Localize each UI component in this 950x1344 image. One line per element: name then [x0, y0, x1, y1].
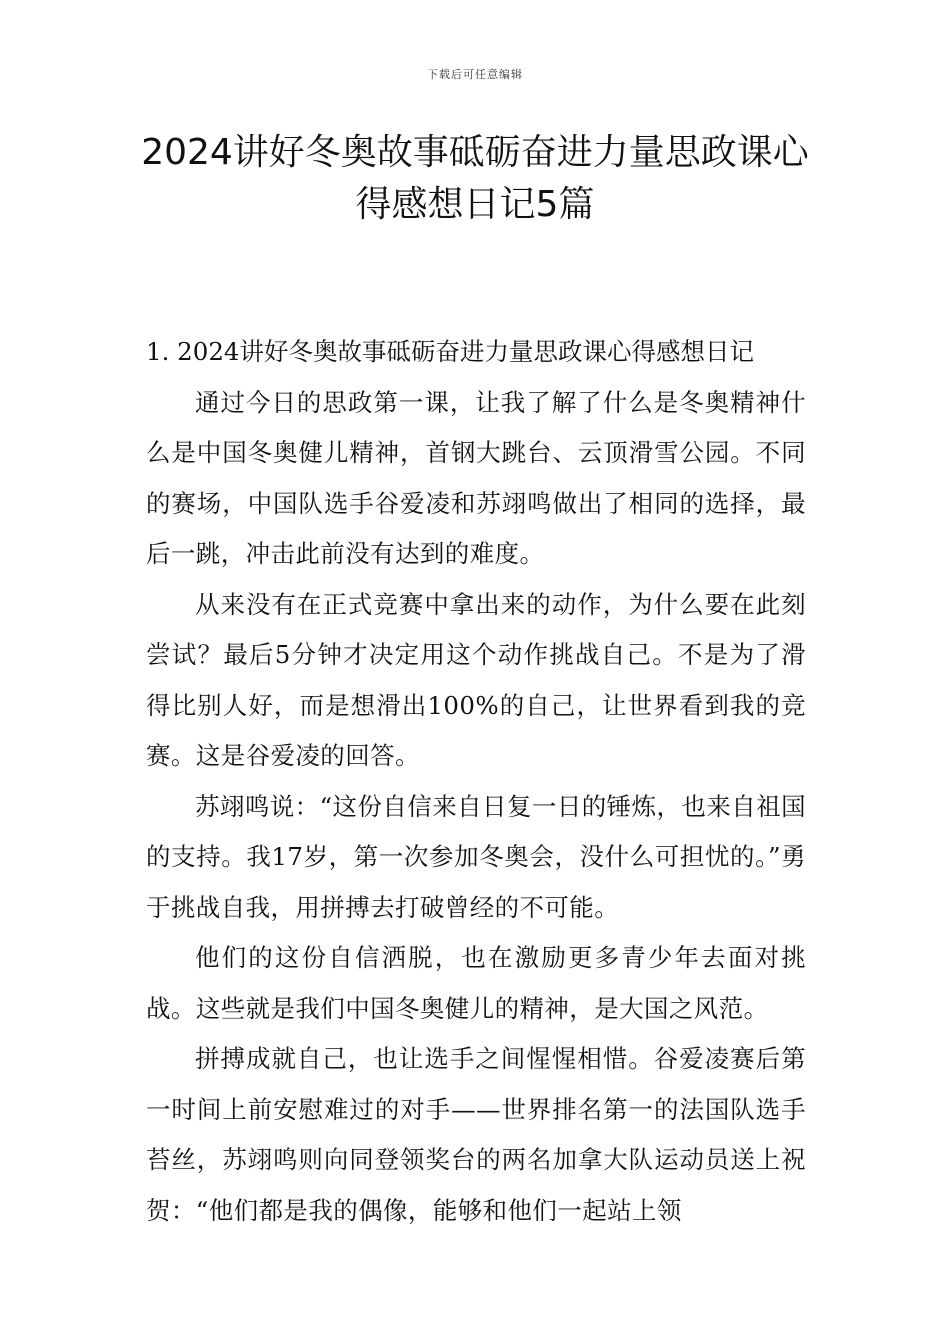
header-note: 下载后可任意编辑 — [427, 68, 523, 81]
section-heading: 1. 2024讲好冬奥故事砥砺奋进力量思政课心得感想日记 — [146, 337, 755, 366]
title-line-2: 得感想日记5篇 — [355, 184, 595, 225]
paragraph: 他们的这份自信洒脱，也在激励更多青少年去面对挑战。这些就是我们中国冬奥健儿的精神，是大国之风范。 — [146, 943, 806, 1023]
title-line-1: 2024讲好冬奥故事砥砺奋进力量思政课心 — [141, 132, 809, 173]
paragraph: 苏翊鸣说：“这份自信来自日复一日的锤炼，也来自祖国的支持。我17岁，第一次参加冬奥会，没什么可担忧的。”勇于挑战自我，用拼搏去打破曾经的不可能。 — [146, 791, 806, 922]
paragraph: 从来没有在正式竞赛中拿出来的动作，为什么要在此刻尝试？最后5分钟才决定用这个动作挑战自己。不是为了滑得比别人好，而是想滑出100%的自己，让世界看到我的竞赛。这是谷爱凌的回答。 — [146, 589, 806, 770]
paragraph: 拼搏成就自己，也让选手之间惺惺相惜。谷爱凌赛后第一时间上前安慰难过的对手——世界排名第一的法国队选手苔丝，苏翊鸣则向同登领奖台的两名加拿大队运动员送上祝贺：“他们都是我的偶像，能够和他们一起站上领 — [146, 1044, 806, 1225]
paragraph: 通过今日的思政第一课，让我了解了什么是冬奥精神什么是中国冬奥健儿精神，首钢大跳台、云顶滑雪公园。不同的赛场，中国队选手谷爱凌和苏翊鸣做出了相同的选择，最后一跳，冲击此前没有达到的难度。 — [146, 387, 806, 568]
document-body — [146, 327, 806, 1236]
document-title — [130, 127, 820, 231]
